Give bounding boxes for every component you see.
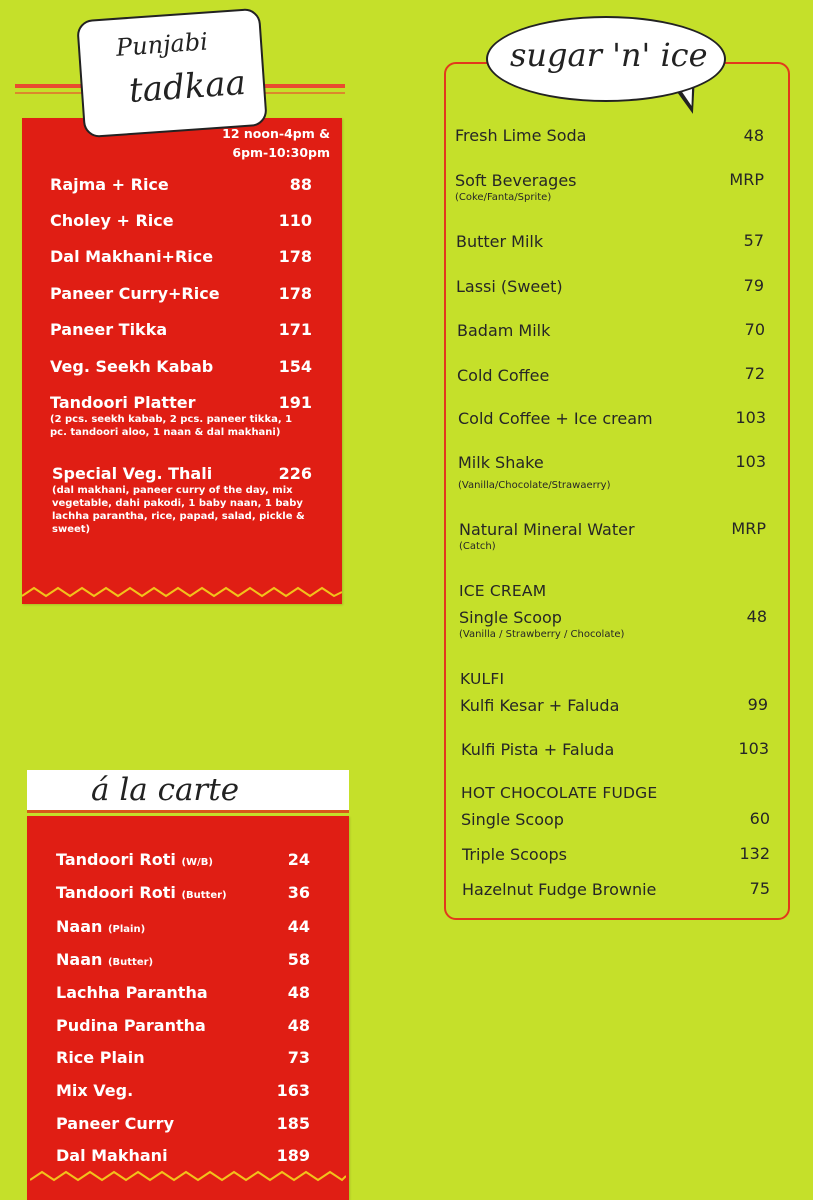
menu-item-pudina-parantha xyxy=(56,1016,206,1035)
item-description: (Catch) xyxy=(459,541,496,552)
item-name: Kulfi Pista + Faluda xyxy=(461,740,615,759)
menu-item-choley-rice xyxy=(50,211,280,230)
menu-item-hazelnut-fudge-brownie xyxy=(462,880,656,899)
item-description: (2 pcs. seekh kabab, 2 pcs. paneer tikka, 1 pc. tandoori aloo, 1 naan & dal makhani) xyxy=(50,414,293,438)
item-price: 88 xyxy=(289,175,312,194)
logo-line-1: Punjabi xyxy=(115,27,209,62)
item-name: Lachha Parantha xyxy=(56,983,208,1002)
item-variant: (Plain) xyxy=(107,924,146,935)
menu-item-rice-plain xyxy=(56,1048,145,1067)
section-heading-ice-cream: ICE CREAM xyxy=(459,582,547,600)
item-price: 99 xyxy=(747,695,768,714)
item-name: Rice Plain xyxy=(56,1048,145,1067)
item-name: Naan xyxy=(56,950,103,969)
menu-item-naan-butter xyxy=(56,950,153,969)
item-price: 189 xyxy=(276,1146,310,1165)
a-la-carte-header xyxy=(27,770,349,810)
item-price: 48 xyxy=(287,1016,310,1035)
item-price: 44 xyxy=(287,917,310,936)
zigzag-border xyxy=(30,1166,346,1186)
item-variant: (Butter) xyxy=(181,890,227,901)
item-name: Paneer Curry+Rice xyxy=(50,284,220,303)
menu-item-paneer-tikka xyxy=(50,320,280,339)
item-description: (dal makhani, paneer curry of the day, mix vegetable, dahi pakodi, 1 baby naan, 1 baby lachha parantha, rice, papad, salad, pickle & sweet) xyxy=(52,485,305,535)
item-price: 171 xyxy=(278,320,312,339)
a-la-carte-title: á la carte xyxy=(91,772,240,808)
item-name: Tandoori Platter xyxy=(50,393,196,412)
menu-item-kulfi-pista-faluda xyxy=(461,740,614,759)
item-name: Badam Milk xyxy=(457,321,551,340)
menu-item-mix-veg xyxy=(56,1081,133,1100)
item-price: 178 xyxy=(278,247,312,266)
item-name: Fresh Lime Soda xyxy=(455,126,587,145)
item-price: 73 xyxy=(287,1048,310,1067)
item-name: Naan xyxy=(56,917,103,936)
item-price: 24 xyxy=(287,850,310,869)
item-name: Hazelnut Fudge Brownie xyxy=(462,880,657,899)
menu-item-ice-cream-single-scoop xyxy=(459,608,624,640)
item-name: Paneer Tikka xyxy=(50,320,168,339)
item-price: 48 xyxy=(743,126,764,145)
item-description: (Vanilla / Strawberry / Chocolate) xyxy=(459,629,625,640)
menu-item-milk-shake xyxy=(458,453,611,491)
menu-item-fudge-single-scoop xyxy=(461,810,564,829)
menu-item-soft-beverages xyxy=(455,171,577,203)
zigzag-border xyxy=(22,580,342,602)
menu-item-paneer-curry xyxy=(56,1114,174,1133)
menu-item-natural-mineral-water xyxy=(459,520,635,552)
item-name: Dal Makhani+Rice xyxy=(50,247,214,266)
item-name: Single Scoop xyxy=(461,810,564,829)
section-heading-kulfi: KULFI xyxy=(460,670,505,688)
menu-item-fresh-lime-soda xyxy=(455,126,586,145)
menu-item-dal-makhani-rice xyxy=(50,247,280,266)
menu-item-tandoori-roti-butter xyxy=(56,883,227,902)
item-price: 103 xyxy=(735,452,766,471)
menu-item-butter-milk xyxy=(456,232,543,251)
item-description: (Vanilla/Chocolate/Strawaerry) xyxy=(458,480,611,491)
item-price: 154 xyxy=(278,357,312,376)
item-name: Choley + Rice xyxy=(50,211,174,230)
section-heading-hot-chocolate-fudge: HOT CHOCOLATE FUDGE xyxy=(461,784,658,802)
item-price: 132 xyxy=(739,844,770,863)
item-price: 178 xyxy=(278,284,312,303)
menu-item-badam-milk xyxy=(457,321,550,340)
item-name: Milk Shake xyxy=(458,453,544,472)
item-price: 36 xyxy=(287,883,310,902)
item-name: Natural Mineral Water xyxy=(459,520,635,539)
menu-item-cold-coffee xyxy=(457,366,549,385)
item-name: Lassi (Sweet) xyxy=(456,277,563,296)
menu-item-fudge-triple-scoops xyxy=(462,845,567,864)
item-name: Veg. Seekh Kabab xyxy=(50,357,214,376)
item-price: 79 xyxy=(743,276,764,295)
item-price: 103 xyxy=(738,739,769,758)
menu-item-veg-seekh-kabab xyxy=(50,357,280,376)
menu-item-dal-makhani xyxy=(56,1146,168,1165)
menu-item-lassi-sweet xyxy=(456,277,563,296)
a-la-carte-panel xyxy=(27,816,349,1200)
item-price: 110 xyxy=(278,211,312,230)
logo-line-2: tadkaa xyxy=(127,62,248,111)
item-name: Cold Coffee + Ice cream xyxy=(458,409,653,428)
menu-item-paneer-curry-rice xyxy=(50,284,280,303)
item-name: Tandoori Roti xyxy=(56,883,176,902)
item-name: Cold Coffee xyxy=(457,366,550,385)
item-price: 103 xyxy=(735,408,766,427)
item-name: Dal Makhani xyxy=(56,1146,168,1165)
item-price: 226 xyxy=(278,464,312,483)
punjabi-tadkaa-logo xyxy=(76,8,268,139)
item-variant: (W/B) xyxy=(181,857,213,868)
item-name: Butter Milk xyxy=(456,232,544,251)
menu-item-lachha-parantha xyxy=(56,983,208,1002)
item-price: MRP xyxy=(731,519,766,538)
item-name: Special Veg. Thali xyxy=(52,464,213,483)
item-name: Pudina Parantha xyxy=(56,1016,206,1035)
menu-item-tandoori-roti-wb xyxy=(56,850,213,869)
item-name: Kulfi Kesar + Faluda xyxy=(460,696,620,715)
item-name: Soft Beverages xyxy=(455,171,577,190)
sugar-n-ice-logo xyxy=(486,16,726,102)
menu-item-rajma-rice xyxy=(50,175,280,194)
item-price: 60 xyxy=(749,809,770,828)
item-name: Mix Veg. xyxy=(56,1081,134,1100)
item-price: 58 xyxy=(287,950,310,969)
hours-line-2: 6pm-10:30pm xyxy=(232,145,330,160)
item-price: 191 xyxy=(278,393,312,412)
item-price: 185 xyxy=(276,1114,310,1133)
item-price: 75 xyxy=(749,879,770,898)
item-price: 48 xyxy=(746,607,767,626)
menu-item-naan-plain xyxy=(56,917,145,936)
item-price: 70 xyxy=(744,320,765,339)
item-name: Single Scoop xyxy=(459,608,562,627)
menu-item-kulfi-kesar-faluda xyxy=(460,696,619,715)
item-price: 57 xyxy=(743,231,764,250)
item-price: 72 xyxy=(744,364,765,383)
item-description: (Coke/Fanta/Sprite) xyxy=(455,192,552,203)
item-variant: (Butter) xyxy=(107,957,154,968)
menu-item-cold-coffee-ice-cream xyxy=(458,409,653,428)
decorative-stripe xyxy=(27,810,349,813)
item-name: Paneer Curry xyxy=(56,1114,174,1133)
opening-hours xyxy=(214,124,330,162)
sugar-n-ice-title: sugar 'n' ice xyxy=(510,36,708,74)
item-name: Tandoori Roti xyxy=(56,850,176,869)
item-name: Rajma + Rice xyxy=(50,175,169,194)
item-price: MRP xyxy=(729,170,764,189)
item-price: 48 xyxy=(287,983,310,1002)
item-name: Triple Scoops xyxy=(462,845,567,864)
item-price: 163 xyxy=(276,1081,310,1100)
hours-line-1: 12 noon-4pm & xyxy=(222,126,330,141)
